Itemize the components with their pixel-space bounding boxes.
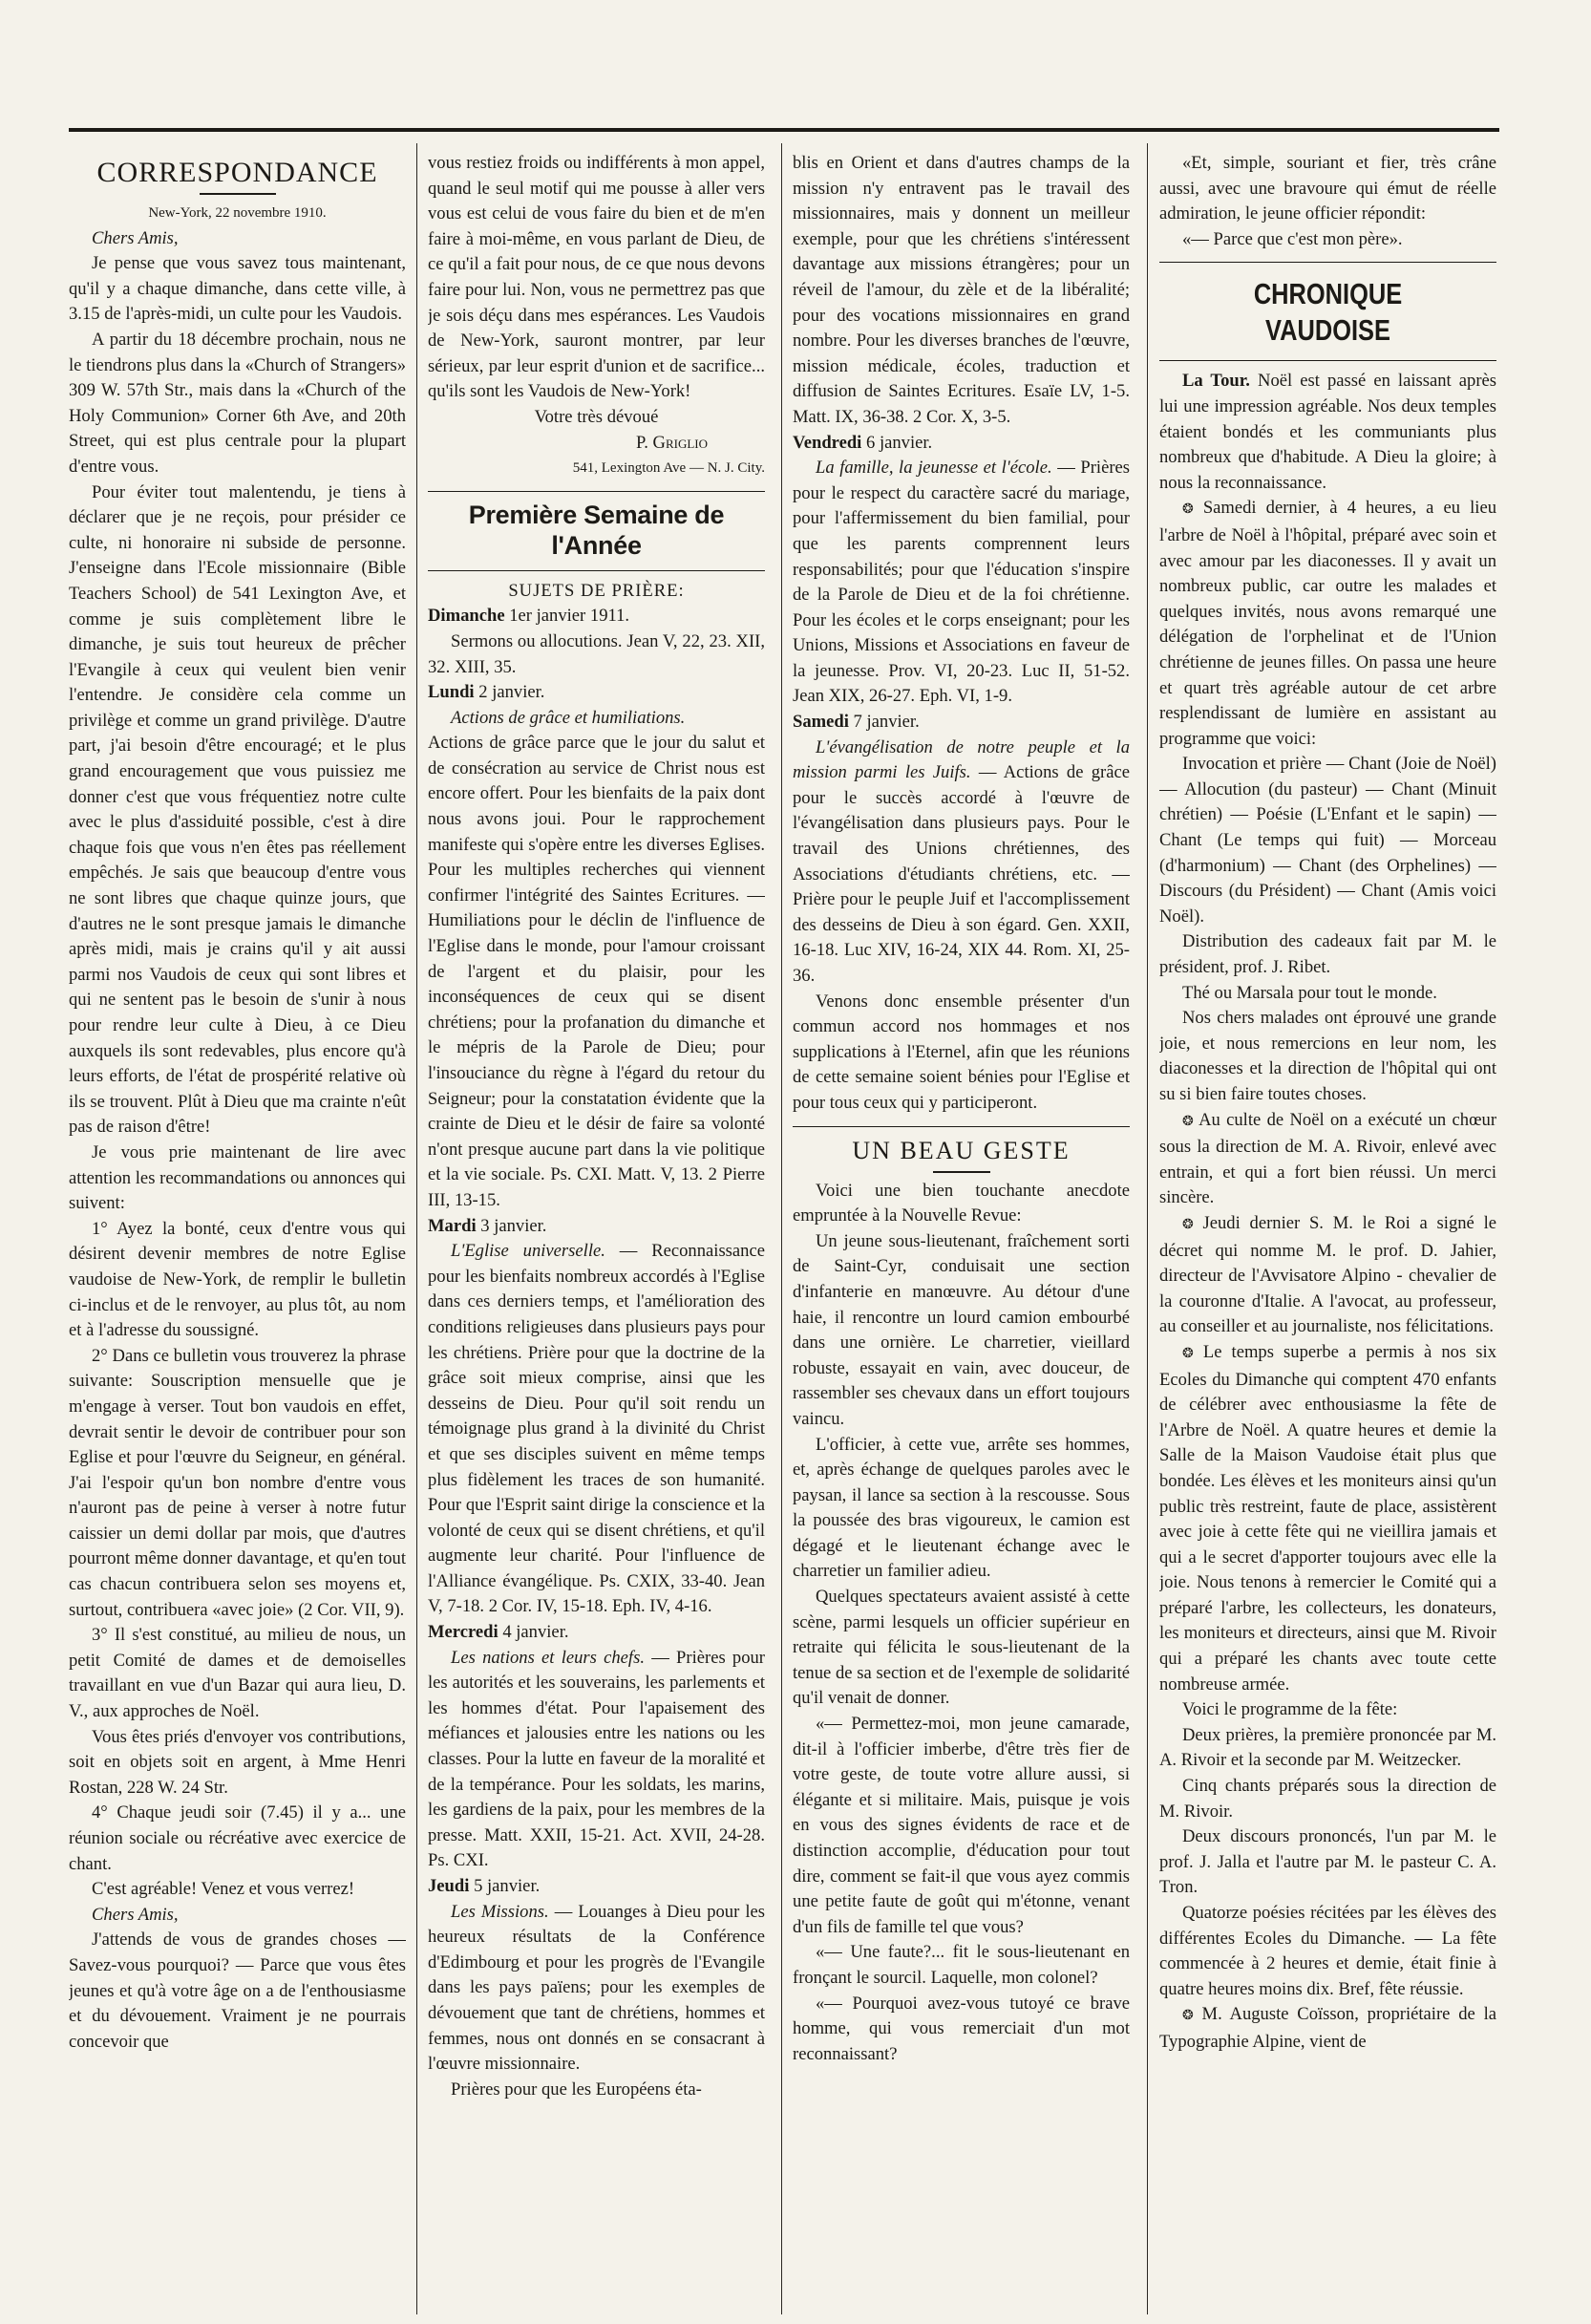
column-2 (428, 151, 765, 2314)
prayer-topic: Actions de grâce et humiliations. (451, 707, 686, 728)
paragraph: Le temps superbe a permis à nos six Ecoles du Dimanche qui comptent 470 enfants de célébrer avec enthousiasme la fête de l'Arbre de Noël. A quatre heures et demie la Salle de la Maison Vaudoise était plus que bondée. Les élèves et les moniteurs ainsi qu'un public très restreint, faute de place, assistèrent avec joie à cette fête qui ne vieillira jamais et qui a le secret d'apporter toujours avec elle la joie. Nous tenons à remercier le Comité qui a préparé l'arbre, les collecteurs, les donateurs, les moniteurs et directeurs, ainsi que M. Rivoir qui a préparé les chants avec toute cette nombreuse armée. (1159, 1341, 1496, 1695)
ornament-rule (933, 1171, 990, 1173)
day-heading (793, 710, 1130, 736)
paragraph: 3° Il s'est constitué, au milieu de nous, un petit Comité de dames et de demoiselles travaillant en vue d'un Bazar qui aura lieu, D. V., aux approches de Noël. (69, 1625, 406, 1722)
column-1 (69, 151, 406, 2314)
paragraph: vous restiez froids ou indifférents à mon appel, quand le seul motif qui me pousse à aller vers vous est celui de vous faire du bien et de m'en faire à moi-même, en vous parlant de Dieu, de ce qu'il a fait pour nous, de ce que nous devons faire pour lui. Non, vous ne permettrez pas que je sois déçu dans mes espérances. Les Vaudois de New-York, sauront montrer, par leur sérieux, par leur esprit d'union et de sacrifice... qu'ils sont les Vaudois de New-York! (428, 153, 765, 402)
paragraph: Quatorze poésies récitées par les élèves des différentes Ecoles du Dimanche. — La fête commencée à 2 heures et demie, était finie à quatre heures moins dix. Bref, fête réussie. (1159, 1903, 1496, 1999)
bullet-icon: ❂ (1182, 502, 1194, 518)
paragraph: blis en Orient et dans d'autres champs de la mission n'y entravent pas le travail des missionnaires, mais y donnent un meilleur exemple, pour que les chrétiens s'intéressent davantage aux missions étrangères; pour un réveil de l'amour, du zèle et de la libéralité; pour des vocations missionnaires en grand nombre. Pour les diverses branches de l'œuvre, mission médicale, écoles, traduction et diffusion de Saintes Ecritures. Esaïe LV, 1-5. Matt. IX, 36-38. 2 Cor. X, 3-5. (793, 153, 1130, 427)
section-heading-premiere-semaine: Première Semaine de l'Année (468, 500, 725, 560)
day-date: 7 janvier. (853, 712, 920, 733)
paragraph: — Louanges à Dieu pour les heureux résultats de la Conférence d'Edimbourg et pour les progrès de l'Evangile dans les pays païens; pour les exemples de dévouement que tant de chrétiens, hommes et femmes, nous ont donnés en se consacrant à l'œuvre missionnaire. (428, 1901, 765, 2075)
paragraph: — Prières pour le respect du caractère sacré du mariage, pour l'affermissement du bien familial, pour que les parents comprennent leurs responsabilités; pour que l'éducation s'inspire de la Parole de Dieu et de la foi chrétienne. Pour les écoles et le corps enseignant; pour les Unions, Missions et Associations en faveur de la jeunesse. Prov. VI, 20-23. Luc II, 51-52. Jean XIX, 26-27. Eph. VI, 1-9. (793, 458, 1130, 707)
prayer-topic: Les Missions. (451, 1901, 549, 1922)
day-date: 3 janvier. (480, 1215, 547, 1236)
paragraph: Deux prières, la première prononcée par M. A. Rivoir et la seconde par M. Weitzecker. (1159, 1724, 1496, 1771)
day-date: 6 janvier. (866, 432, 933, 453)
paragraph: Venons donc ensemble présenter d'un commun accord nos hommages et nos supplications à l'Eternel, afin que les réunions de cette semaine soient bénies pour l'Eglise et pour tous ceux qui y participeront. (793, 991, 1130, 1113)
paragraph: «— Pourquoi avez-vous tutoyé ce brave homme, qui vous remerciait d'un mot reconnaissant? (793, 1993, 1130, 2064)
prayer-topic: L'évangélisation de notre peuple et la mission parmi les Juifs. (793, 736, 1130, 783)
section-rule (793, 1126, 1130, 1127)
day-name: Mardi (428, 1215, 477, 1236)
paragraph: — Prières pour les autorités et les souverains, les parlements et les hommes d'état. Pour l'apaisement des méfiances et jalousies entre les nations ou les classes. Pour la lutte en faveur de la moralité et de la tempérance. Pour les soldats, les marins, les gardiens de la paix, pour les membres de la presse. Matt. XXII, 15-21. Act. XVII, 24-28. Ps. CXI. (428, 1647, 765, 1871)
paragraph: Pour éviter tout malentendu, je tiens à déclarer que je ne reçois, pour présider ce culte, ni honoraire ni subside de personne. J'enseigne dans l'Ecole missionnaire (Bible Teachers School) de 541 Lexington Ave, et comme je suis complètement libre le dimanche, je suis tout heureux de prêcher l'Evangile à ceux qui veulent bien venir l'entendre. Je considère cela comme un privilège et comme un grand privilège. D'autre part, j'ai besoin d'être encouragé; et le plus grand encouragement que vous puissiez me donner c'est que vous fréquentiez notre culte avec le plus d'assiduité possible, c'est à dire chaque fois que vous n'en êtes pas réellement empêchés. Je sais que beaucoup d'entre vous ne sont libres que chaque quinze jours, que d'autres ne le sont presque jamais le dimanche après midi, mais je crains qu'il y ait aussi parmi nos Vaudois de ceux qui sont libres et qui ne sentent pas le besoin de s'unir à nous pour rendre leur culte à Dieu, à ce Dieu auxquels ils sont redevables, plus encore qu'à leurs efforts, de l'état de prospérité relative où ils se trouvent. Plût à Dieu que ma crainte n'eût pas de raison d'être! (69, 481, 406, 1138)
section-heading-correspondance: CORRESPONDANCE (96, 157, 378, 188)
day-heading (428, 1214, 765, 1240)
paragraph: Invocation et prière — Chant (Joie de Noël) — Allocution (du pasteur) — Chant (Minuit chrétien) — Poésie (L'Enfant et le sapin) — Chant (Le temps qui fuit) — Morceau (d'harmonium) — Chant (des Orphelines) — Discours (du Président) — Chant (Amis voici Noël). (1159, 754, 1496, 927)
address: 541, Lexington Ave — N. J. City. (572, 460, 765, 477)
day-date: 5 janvier. (474, 1876, 541, 1896)
column-divider (416, 143, 417, 2314)
paragraph: Samedi dernier, à 4 heures, a eu lieu l'arbre de Noël à l'hôpital, préparé avec soin et avec amour par les diaconesses. Il y avait un nombreux public, car outre les malades et quelques invités, nous avons remarqué une délégation de l'orphelinat et de l'Union chrétienne de jeunes filles. On passa une heure et quart très agréable autour de cet arbre resplendissant de lumière en assistant au programme que voici: (1159, 498, 1496, 749)
signature: P. Griglio (635, 432, 708, 453)
paragraph: Je pense que vous savez tous maintenant, qu'il y a chaque dimanche, dans cette ville, à 3.15 de l'après-midi, un culte pour les Vaudois. (69, 253, 406, 325)
prayer-topic: La famille, la jeunesse et l'école. (816, 458, 1052, 479)
day-date: 1er janvier 1911. (509, 606, 630, 627)
section-heading-chronique-vaudoise: CHRONIQUE VAUDOISE (1253, 277, 1403, 348)
paragraph: Distribution des cadeaux fait par M. le président, prof. J. Ribet. (1159, 931, 1496, 978)
salutation: Chers Amis, (92, 1904, 179, 1925)
paragraph: — Actions de grâce pour le succès accordé à l'œuvre de l'évangélisation dans plusieurs pays. Pour le travail des Unions chrétiennes, des Associations d'étudiants chrétiens, etc. — Prière pour le peuple Juif et l'accomplissement des desseins de Dieu à son égard. Gen. XXII, 16-18. Luc XIV, 16-24, XIX 44. Rom. XI, 25-36. (793, 762, 1130, 986)
paragraph: Voici une bien touchante anecdote empruntée à la Nouvelle Revue: (793, 1180, 1130, 1226)
paragraph: C'est agréable! Venez et vous verrez! (92, 1879, 355, 1900)
day-heading (428, 1620, 765, 1646)
paragraph: Thé ou Marsala pour tout le monde. (1182, 982, 1437, 1003)
section-rule (1159, 262, 1496, 263)
paragraph: Un jeune sous-lieutenant, fraîchement sorti de Saint-Cyr, conduisait une section d'infanterie en manœuvre. Au détour d'une haie, il rencontre un lourd camion embourbé dans une ornière. Le charretier, vieillard robuste, essayait en vain, avec douceur, de rassembler ses chevaux dans un effort toujours vaincu. (793, 1230, 1130, 1429)
paragraph: Prières pour que les Européens éta- (451, 2079, 702, 2100)
paragraph: «— Une faute?... fit le sous-lieutenant en fronçant le sourcil. Laquelle, mon colonel? (793, 1942, 1130, 1988)
day-heading (793, 431, 1130, 457)
prayer-topic: L'Eglise universelle. (451, 1241, 605, 1262)
column-3 (793, 151, 1130, 2314)
section-rule (428, 491, 765, 492)
bullet-icon: ❂ (1182, 1114, 1194, 1129)
paragraph: Au culte de Noël on a exécuté un chœur sous la direction de M. A. Rivoir, enlevé avec entrain, et qui a fort bien réussi. Un merci sincère. (1159, 1109, 1496, 1208)
day-heading (428, 1874, 765, 1900)
paragraph: Vous êtes priés d'envoyer vos contributions, soit en objets soit en argent, à Mme Henri Rostan, 228 W. 24 Str. (69, 1726, 406, 1798)
dateline: New-York, 22 novembre 1910. (148, 205, 327, 221)
paragraph: «— Parce que c'est mon père». (1182, 228, 1403, 249)
paragraph: 2° Dans ce bulletin vous trouverez la phrase suivante: Souscription mensuelle que je m'engage à verser. Tout bon vaudois en effet, devrait sentir le devoir de contribuer pour son Eglise et pour l'œuvre du Seigneur, en général. J'ai l'espoir qu'un bon nombre d'entre vous n'auront pas de peine à verser à notre futur caissier un demi dollar par mois, que d'autres pourront même donner davantage, et qu'en tout cas chacun contribuera selon ses moyens et, surtout, contribuera «avec joie» (2 Cor. VII, 9). (69, 1345, 406, 1620)
paragraph: L'officier, à cette vue, arrête ses hommes, et, après échange de quelques paroles avec le paysan, il lance sa section à la rescousse. Sous la poussée des bras vigoureux, le camion est dégagé et le lieutenant échange avec le charretier un familier adieu. (793, 1434, 1130, 1582)
column-4 (1159, 151, 1496, 2314)
column-divider (1147, 143, 1148, 2314)
closing: Votre très dévoué (534, 406, 659, 427)
paragraph: Jeudi dernier S. M. le Roi a signé le décret qui nomme M. le prof. D. Jahier, directeur de l'Avvisatore Alpino - chevalier de la couronne d'Italie. A l'avocat, au professeur, au conseiller et au journaliste, nos félicitations. (1159, 1212, 1496, 1337)
day-name: Mercredi (428, 1622, 499, 1643)
paragraph: Noël est passé en laissant après lui une impression agréable. Nos deux temples étaient bondés et les communiants plus nombreux que d'habitude. A Dieu la gloire; à nous la reconnaissance. (1159, 371, 1496, 493)
place-label: La Tour. (1182, 371, 1250, 392)
day-name: Lundi (428, 682, 475, 703)
paragraph: Cinq chants préparés sous la direction de M. Rivoir. (1159, 1776, 1496, 1822)
bullet-icon: ❂ (1182, 1217, 1194, 1232)
paragraph: Deux discours prononcés, l'un par M. le prof. J. Jalla et l'autre par M. le pasteur C. A. Tron. (1159, 1826, 1496, 1898)
paragraph: «Et, simple, souriant et fier, très crâne aussi, avec une bravoure qui émut de réelle admiration, le jeune officier répondit: (1159, 153, 1496, 224)
salutation: Chers Amis, (92, 227, 179, 248)
paragraph: 4° Chaque jeudi soir (7.45) il y a... une réunion sociale ou récréative avec exercice de chant. (69, 1802, 406, 1874)
paragraph: Sermons ou allocutions. Jean V, 22, 23. XII, 32. XIII, 35. (428, 630, 765, 677)
day-name: Samedi (793, 712, 849, 733)
paragraph: Quelques spectateurs avaient assisté à cette scène, parmi lesquels un officier supérieur en retraite qui félicita le sous-lieutenant de la tenue de sa section et de l'exemple de solidarité qu'il venait de donner. (793, 1587, 1130, 1709)
paragraph: Je vous prie maintenant de lire avec attention les recommandations ou annonces qui suivent: (69, 1141, 406, 1214)
day-name: Jeudi (428, 1876, 470, 1896)
bullet-icon: ❂ (1182, 2009, 1194, 2024)
paragraph: 1° Ayez la bonté, ceux d'entre vous qui désirent devenir membres de notre Eglise vaudoise de New-York, de remplir le bulletin ci-inclus et de le renvoyer, au plus tôt, au nom et à l'adresse du soussigné. (69, 1218, 406, 1341)
paragraph: M. Auguste Coïsson, propriétaire de la Typographie Alpine, vient de (1159, 2004, 1496, 2052)
day-date: 2 janvier. (478, 682, 545, 703)
subheading: SUJETS DE PRIÈRE: (508, 580, 685, 601)
section-heading-beau-geste: UN BEAU GESTE (852, 1136, 1071, 1164)
bullet-icon: ❂ (1182, 1346, 1194, 1361)
column-divider (781, 143, 782, 2314)
paragraph: A partir du 18 décembre prochain, nous ne le tiendrons plus dans la «Church of Strangers» 309 W. 57th Str., mais dans la «Church of the Holy Communion» Corner 6th Ave, and 20th Street, qui est plus centrale pour la plupart d'entre vous. (69, 329, 406, 477)
day-heading (428, 604, 765, 629)
prayer-topic: Les nations et leurs chefs. (451, 1647, 645, 1668)
masthead-rule (69, 128, 1499, 132)
day-name: Dimanche (428, 606, 505, 627)
day-date: 4 janvier. (502, 1622, 569, 1643)
day-name: Vendredi (793, 432, 862, 453)
section-rule (1159, 360, 1496, 361)
day-heading (428, 680, 765, 706)
paragraph: Nos chers malades ont éprouvé une grande joie, et nous remercions en leur nom, les diaconesses et la direction de l'hôpital qui ont su si bien faire toutes choses. (1159, 1008, 1496, 1104)
paragraph: «— Permettez-moi, mon jeune camarade, dit-il à l'officier imberbe, d'être très fier de votre geste, de toute votre allure aussi, si élégante et si militaire. Mais, puisque je vois en vous des signes évidents de race et de distinction accomplie, d'éducation pour tout dire, comment se fait-il que vous ayez commis une petite faute de goût qui m'étonne, venant d'un fils de famille tel que vous? (793, 1714, 1130, 1937)
ornament-rule (200, 193, 276, 195)
paragraph: Voici le programme de la fête: (1182, 1699, 1398, 1720)
paragraph: Actions de grâce parce que le jour du salut et de consécration au service de Christ nous est encore offert. Pour les bienfaits de la paix dont nous avons joui. Pour le rapprochement manifeste qui s'opère entre les diverses Eglises. Pour les multiples recherches qui viennent confirmer l'intégrité des Saintes Ecritures. — Humiliations pour le déclin de l'influence de l'Eglise dans le monde, pour l'amour croissant de l'argent et du plaisir, pour les inconséquences de ceux qui se disent chrétiens; pour la profanation du dimanche et le mépris de la Parole de Dieu; pour l'insouciance du règne à l'égard du retour du Seigneur; pour la constatation évidente que la crainte de Dieu et le désir de faire sa volonté n'ont presque aucune part dans la vie politique et la vie sociale. Ps. CXI. Matt. V, 13. 2 Pierre III, 13-15. (428, 733, 765, 1210)
paragraph: J'attends de vous de grandes choses — Savez-vous pourquoi? — Parce que vous êtes jeunes et qu'à votre âge on a de l'enthousiasme et du dévouement. Vraiment je ne pourrais concevoir que (69, 1930, 406, 2052)
section-rule (428, 570, 765, 571)
paragraph: — Reconnaissance pour les bienfaits nombreux accordés à l'Eglise dans ces derniers temps, et l'amélioration des conditions religieuses dans plusieurs pays pour les chrétiens. Prière pour que la doctrine de la grâce soit mieux comprise, ainsi que les desseins de Dieu. Pour qu'il soit rendu un témoignage plus grand à la divinité du Christ et que ses disciples suivent en même temps plus fidèlement les traces de son humanité. Pour que l'Esprit saint dirige la conscience et la volonté de ceux qui se disent chrétiens, et qu'il augmente leur charité. Pour l'influence de l'Alliance évangélique. Ps. CXIX, 33-40. Jean V, 7-18. 2 Cor. IV, 15-18. Eph. IV, 4-16. (428, 1241, 765, 1617)
